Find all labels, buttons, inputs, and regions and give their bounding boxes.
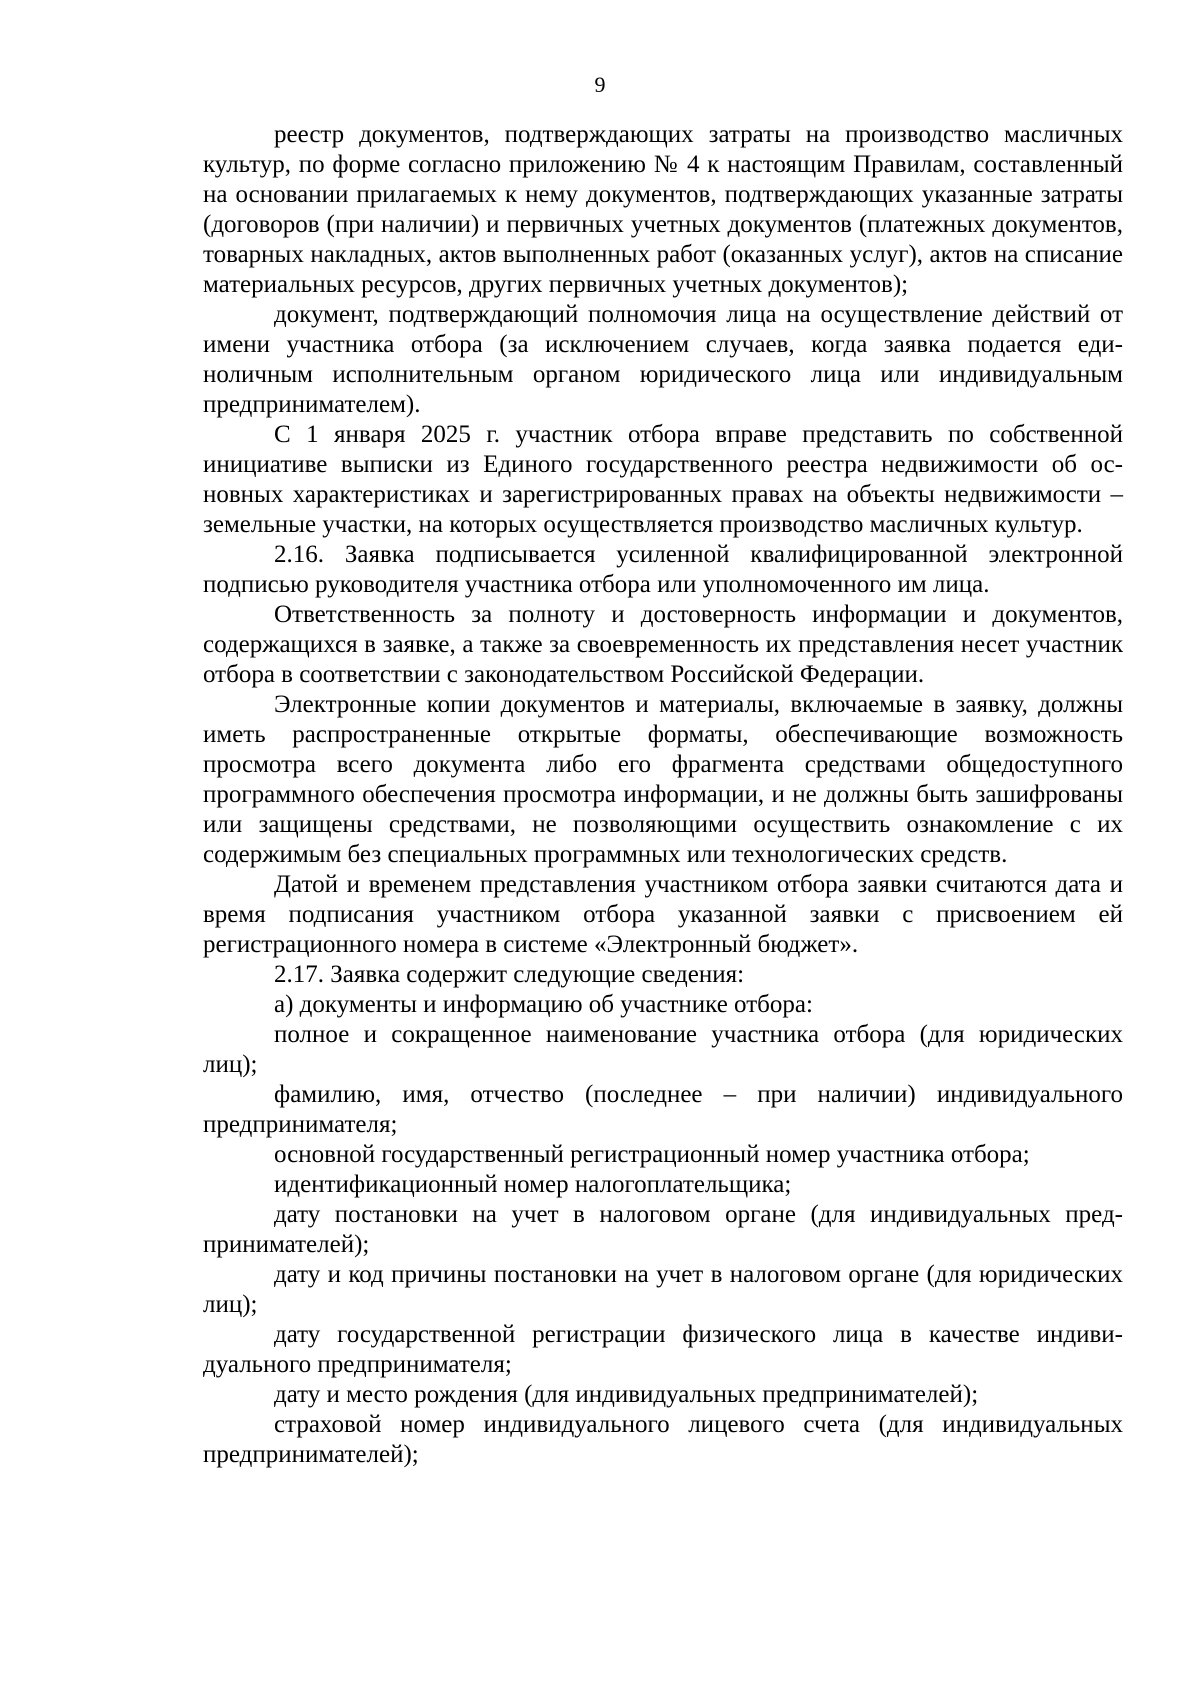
paragraph-electronic-copies: Электронные копии документов и материалы, включаемые в заявку, должны иметь распространенные открытые форматы, обеспечивающие возможность просмотра всего документа либо его фрагмента средствами общедоступного программного обеспечения просмотра информации, и не должны быть зашифрованы или защищены средствами, не позволяющими осуществить ознакомление с их содержимым без специальных программных или технологических средств. <box>203 691 1123 868</box>
list-item-a-participant-info: а) документы и информацию об участнике отбора: <box>274 991 813 1018</box>
list-item-tax-registration-date: дату постановки на учет в налоговом органе (для индивидуальных предпринимателей); <box>203 1201 1123 1258</box>
paragraph-submission-date: Датой и временем представления участником отбора заявки считаются дата и время подписания участником отбора указанной заявки с присвоением ей регистрационного номера в системе «Электронный бюджет». <box>203 871 1123 958</box>
list-item-full-name: полное и сокращенное наименование участника отбора (для юридических лиц); <box>203 1021 1123 1078</box>
document-body <box>203 120 1123 1470</box>
page-number: 9 <box>594 72 606 97</box>
paragraph-document-registry: реестр документов, подтверждающих затраты на производство масличных культур, по форме согласно приложению № 4 к настоящим Правилам, составленный на основании прилагаемых к нему документов, подтверждающих указанные затраты (договоров (при наличии) и первичных учетных документов (платежных документов, товарных накладных, актов выполненных работ (оказанных услуг), актов на списание материальных ресурсов, других первичных учетных документов); <box>203 121 1123 298</box>
list-item-ogrn: основной государственный регистрационный номер участника отбора; <box>274 1141 1030 1168</box>
paragraph-authority-document: документ, подтверждающий полномочия лица на осуществление действий от имени участника отбора (за исключением случаев, когда заявка подается единоличным исполнительным органом юридического лица или индивидуальным предпринимателем). <box>203 301 1123 418</box>
list-item-state-registration-date: дату государственной регистрации физического лица в качестве индивидуального предпринимателя; <box>203 1321 1123 1378</box>
paragraph-egrn-extracts: С 1 января 2025 г. участник отбора вправе представить по собственной инициативе выписки из Единого государственного реестра недвижимости об основных характеристиках и зарегистрированных правах на объекты недвижимости – земельные участки, на которых осуществляется производство масличных культур. <box>203 421 1123 538</box>
paragraph-2-17-contents: 2.17. Заявка содержит следующие сведения: <box>274 961 745 988</box>
paragraph-responsibility: Ответственность за полноту и достоверность информации и документов, содержащихся в заявке, а также за своевременность их представления несет участник отбора в соответствии с законодательством Российской Федерации. <box>203 601 1123 688</box>
list-item-birth-date-place: дату и место рождения (для индивидуальных предпринимателей); <box>274 1381 979 1408</box>
list-item-entrepreneur-name: фамилию, имя, отчество (последнее – при наличии) индивидуального предпринимателя; <box>203 1081 1123 1138</box>
paragraph-2-16-signature: 2.16. Заявка подписывается усиленной квалифицированной электронной подписью руководителя участника отбора или уполномоченного им лица. <box>203 541 1123 598</box>
list-item-inn: идентификационный номер налогоплательщика; <box>274 1171 792 1198</box>
list-item-snils: страховой номер индивидуального лицевого счета (для индивидуальных предпринимателей); <box>203 1411 1123 1468</box>
list-item-kpp: дату и код причины постановки на учет в налоговом органе (для юридических лиц); <box>203 1261 1123 1318</box>
